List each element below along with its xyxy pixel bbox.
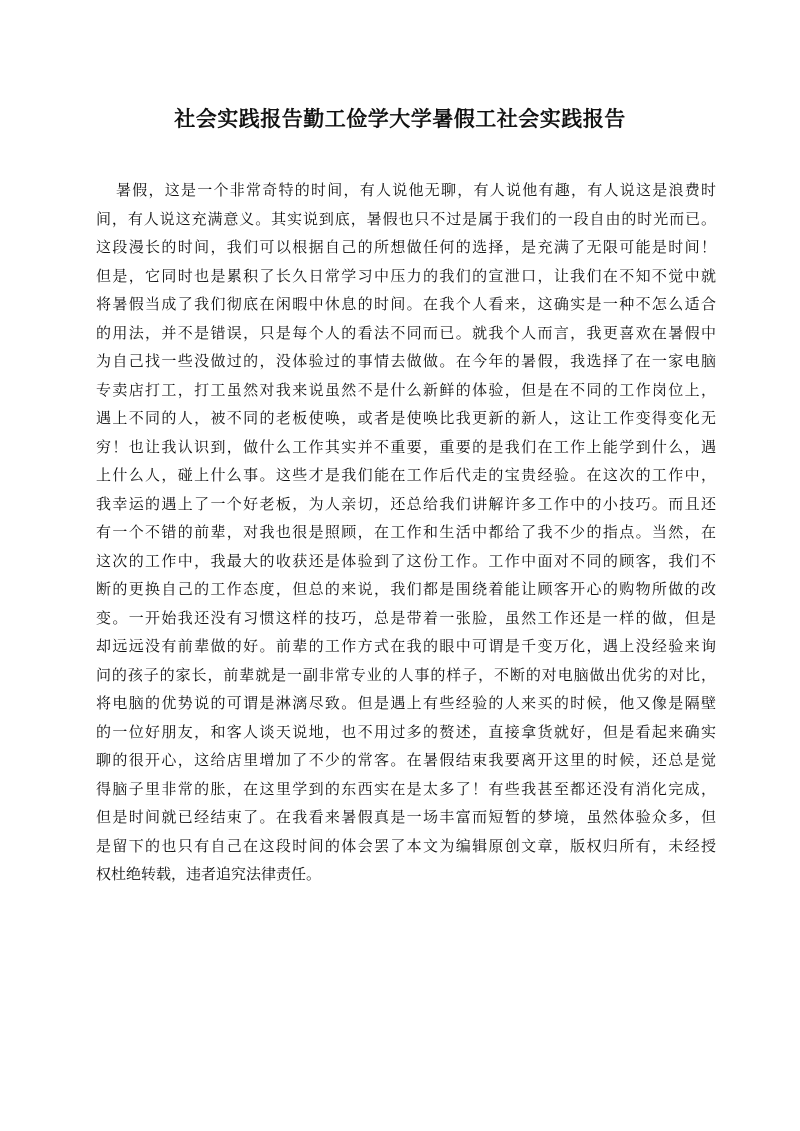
document-body <box>96 176 716 889</box>
body-line: 得脑子里非常的胀，在这里学到的东西实在是太多了！有些我甚至都还没有消化完成， <box>96 779 716 798</box>
body-line: 遇上不同的人，被不同的老板使唤，或者是使唤比我更新的新人，这让工作变得变化无 <box>96 409 716 427</box>
body-line: 我幸运的遇上了一个好老板，为人亲切，还总给我们讲解许多工作中的小技巧。而且还 <box>96 494 716 513</box>
body-line: 这段漫长的时间，我们可以根据自己的所想做任何的选择，是充满了无限可能是时间！ <box>96 238 716 256</box>
body-line: 的用法，并不是错误，只是每个人的看法不同而已。就我个人而言，我更喜欢在暑假中 <box>96 323 716 342</box>
body-line: 这次的工作中，我最大的收获还是体验到了这份工作。工作中面对不同的顾客，我们不 <box>96 551 716 570</box>
body-line: 聊的很开心，这给店里增加了不少的常客。在暑假结束我要离开这里的时候，还总是觉 <box>96 751 716 769</box>
body-line: 有一个不错的前辈，对我也很是照顾，在工作和生活中都给了我不少的指点。当然，在 <box>96 523 716 541</box>
body-line: 的一位好朋友，和客人谈天说地，也不用过多的赘述，直接拿货就好，但是看起来确实 <box>96 722 716 741</box>
body-line: 但是，它同时也是累积了长久日常学习中压力的我们的宣泄口，让我们在不知不觉中就 <box>96 266 716 285</box>
body-line: 问的孩子的家长，前辈就是一副非常专业的人事的样子，不断的对电脑做出优劣的对比， <box>96 665 716 684</box>
body-line: 却远远没有前辈做的好。前辈的工作方式在我的眼中可谓是千变万化，遇上没经验来询 <box>96 637 716 655</box>
body-line: 专卖店打工，打工虽然对我来说虽然不是什么新鲜的体验，但是在不同的工作岗位上， <box>96 380 716 399</box>
body-line: 变。一开始我还没有习惯这样的技巧，总是带着一张脸，虽然工作还是一样的做，但是 <box>96 608 716 627</box>
document-title: 社会实践报告勤工俭学大学暑假工社会实践报告 <box>174 107 626 131</box>
body-line: 断的更换自己的工作态度，但总的来说，我们都是围绕着能让顾客开心的购物所做的改 <box>96 580 716 598</box>
body-line: 穷！也让我认识到，做什么工作其实并不重要，重要的是我们在工作上能学到什么，遇 <box>96 437 716 456</box>
body-line: 为自己找一些没做过的，没体验过的事情去做做。在今年的暑假，我选择了在一家电脑 <box>96 352 716 370</box>
body-line: 暑假，这是一个非常奇特的时间，有人说他无聊，有人说他有趣，有人说这是浪费时 <box>116 181 716 199</box>
body-line: 间，有人说这充满意义。其实说到底，暑假也只不过是属于我们的一段自由的时光而已。 <box>96 209 716 228</box>
body-line: 将电脑的优势说的可谓是淋漓尽致。但是遇上有些经验的人来买的时候，他又像是隔壁 <box>96 694 716 712</box>
body-line: 是留下的也只有自己在这段时间的体会罢了本文为编辑原创文章，版权归所有，未经授 <box>96 836 716 855</box>
body-line: 将暑假当成了我们彻底在闲暇中休息的时间。在我个人看来，这确实是一种不怎么适合 <box>96 295 716 313</box>
body-line: 权杜绝转载，违者追究法律责任。 <box>96 865 322 883</box>
body-line: 但是时间就已经结束了。在我看来暑假真是一场丰富而短暂的梦境，虽然体验众多，但 <box>96 808 716 826</box>
body-line: 上什么人，碰上什么事。这些才是我们能在工作后代走的宝贵经验。在这次的工作中， <box>96 466 716 484</box>
